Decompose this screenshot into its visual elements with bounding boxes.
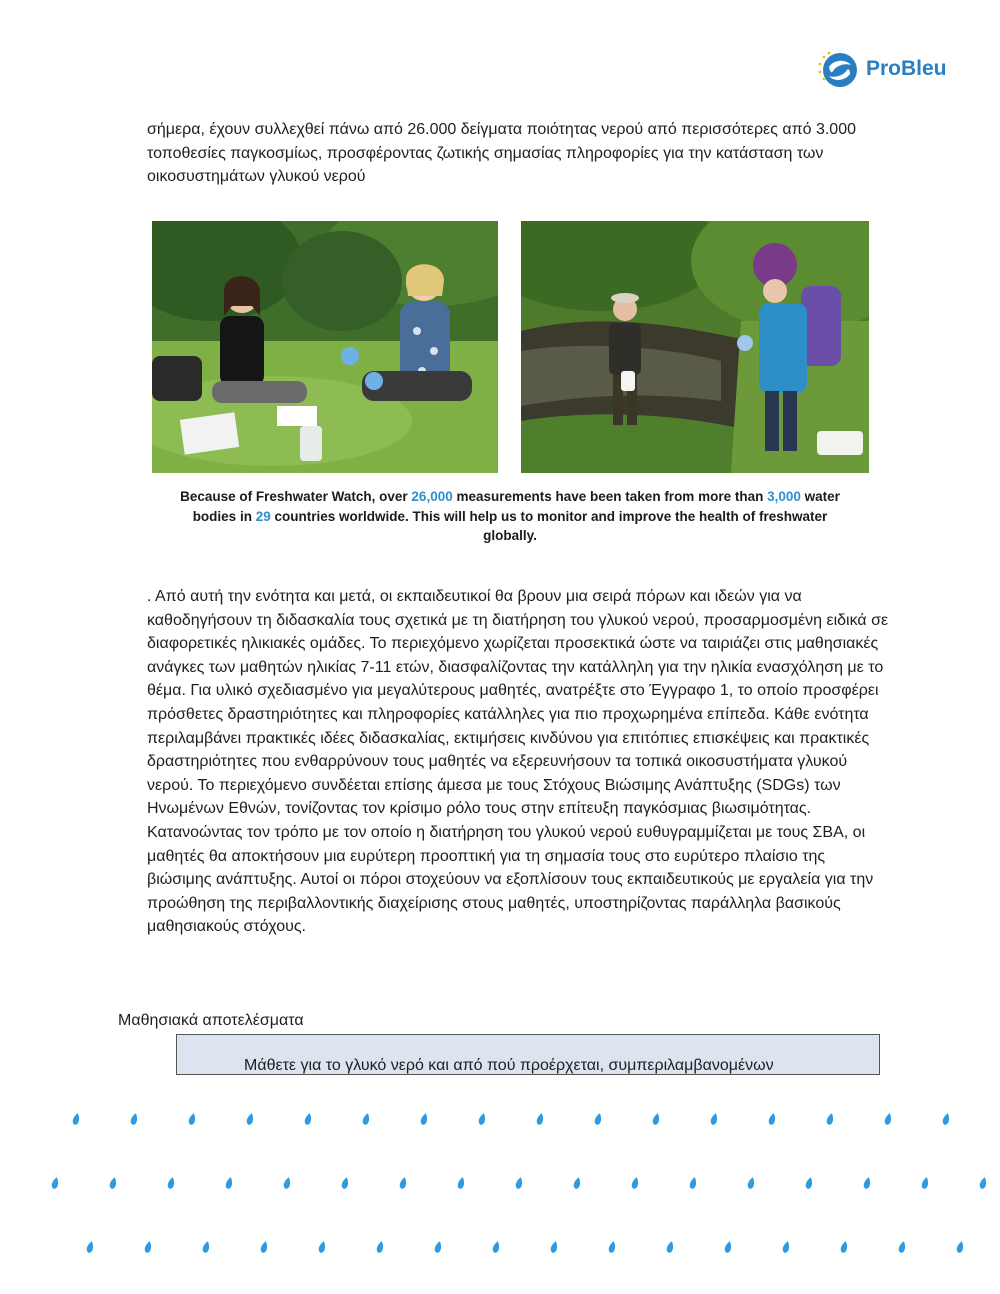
water-drop-icon <box>608 1240 617 1253</box>
water-drop-icon <box>86 1240 95 1253</box>
water-drop-icon <box>826 1112 835 1125</box>
learning-outcome-table-cell <box>176 1034 880 1075</box>
water-drop-icon <box>376 1240 385 1253</box>
photo-caption <box>170 487 850 546</box>
water-drop-icon <box>921 1176 930 1189</box>
water-drop-icon <box>457 1176 466 1189</box>
water-drop-icon <box>573 1176 582 1189</box>
caption-text: water bodies in <box>192 489 840 524</box>
water-drop-icon <box>130 1112 139 1125</box>
water-drop-pattern-icon <box>0 1100 1000 1270</box>
water-drop-icon <box>167 1176 176 1189</box>
caption-highlight-number: 29 <box>255 508 271 524</box>
water-drop-icon <box>689 1176 698 1189</box>
water-drop-icon <box>724 1240 733 1253</box>
section-title: Μαθησιακά αποτελέσματα <box>118 1012 304 1029</box>
water-drop-icon <box>109 1176 118 1189</box>
water-drop-icon <box>188 1112 197 1125</box>
caption-text: Because of Freshwater Watch, over <box>180 489 412 504</box>
water-drop-icon <box>225 1176 234 1189</box>
caption-highlight-number: 26,000 <box>411 489 453 504</box>
caption-text: countries worldwide. This will help us to monitor and improve the health of freshwater globally. <box>270 508 828 543</box>
caption-highlight-number: 3,000 <box>767 489 801 504</box>
learning-outcome-item: Μάθετε για το γλυκό νερό και από πού προέρχεται, συμπεριλαμβανομένων <box>244 1057 774 1074</box>
water-drop-icon <box>515 1176 524 1189</box>
water-drop-icon <box>631 1176 640 1189</box>
water-drop-icon <box>202 1240 211 1253</box>
water-drop-icon <box>979 1176 988 1189</box>
water-drop-icon <box>805 1176 814 1189</box>
water-drop-icon <box>420 1112 429 1125</box>
intro-paragraph: σήμερα, έχουν συλλεχθεί πάνω από 26.000 δείγματα ποιότητας νερού από περισσότερες από 3.000 τοποθεσίες παγκοσμίως, προσφέροντας ζωτικής σημασίας πληροφορίες για την κατάσταση των οικοσυστημάτων γλυκού νερού <box>147 121 856 185</box>
water-drop-icon <box>341 1176 350 1189</box>
water-drop-icon <box>318 1240 327 1253</box>
water-drop-icon <box>283 1176 292 1189</box>
water-drop-icon <box>51 1176 60 1189</box>
water-drop-icon <box>768 1112 777 1125</box>
water-drop-icon <box>72 1112 81 1125</box>
probleu-logo <box>816 47 966 91</box>
water-drop-icon <box>840 1240 849 1253</box>
water-drop-icon <box>652 1112 661 1125</box>
water-drop-icon <box>956 1240 965 1253</box>
logo-wordmark: ProBleu <box>866 57 947 80</box>
water-drop-icon <box>536 1112 545 1125</box>
water-drop-icon <box>246 1112 255 1125</box>
water-drop-icon <box>884 1112 893 1125</box>
water-drop-icon <box>144 1240 153 1253</box>
water-drop-icon <box>666 1240 675 1253</box>
water-drop-icon <box>747 1176 756 1189</box>
water-drop-icon <box>863 1176 872 1189</box>
water-drop-icon <box>594 1112 603 1125</box>
water-drop-icon <box>304 1112 313 1125</box>
water-drop-icon <box>478 1112 487 1125</box>
water-drop-icon <box>942 1112 951 1125</box>
water-drop-icon <box>550 1240 559 1253</box>
water-drop-icon <box>710 1112 719 1125</box>
photo-volunteers-testing-water-on-grass <box>152 221 498 473</box>
photo-people-sampling-water-at-stream <box>521 221 869 473</box>
water-drop-icon <box>492 1240 501 1253</box>
water-drop-icon <box>782 1240 791 1253</box>
water-drop-icon <box>434 1240 443 1253</box>
water-drop-icon <box>898 1240 907 1253</box>
body-paragraph: . Από αυτή την ενότητα και μετά, οι εκπαιδευτικοί θα βρουν μια σειρά πόρων και ιδεών για να καθοδηγήσουν τη διδασκαλία τους σχετικά με τη διατήρηση του γλυκού νερού, προσαρμοσμένη ειδικά σε διαφορετικές ηλικιακές ομάδες. Το περιεχόμενο χωρίζεται προσεκτικά ώστε να ταιριάζει στις μαθησιακές ανάγκες των μαθητών ηλικίας 7-11 ετών, διασφαλίζοντας την κατάλληλη για την ηλικία ενασχόληση με το θέμα. Για υλικό σχεδιασμένο για μεγαλύτερους μαθητές, ανατρέξτε στο Έγγραφο 1, το οποίο προσφέρει πρόσθετες δραστηριότητες και πληροφορίες κατάλληλες για πιο προχωρημένα επίπεδα. Κάθε ενότητα περιλαμβάνει πρακτικές ιδέες διδασκαλίας, εκτιμήσεις κινδύνου για επιτόπιες επισκέψεις και πρακτικές δραστηριότητες που ενθαρρύνουν τους μαθητές να εξερευνήσουν τα τοπικά οικοσυστήματα γλυκού νερού. Το περιεχόμενο συνδέεται επίσης άμεσα με τους Στόχους Βιώσιμης Ανάπτυξης (SDGs) των Ηνωμένων Εθνών, τονίζοντας τον κρίσιμο ρόλο τους στην επίτευξη παγκόσμιας βιωσιμότητας. Κατανοώντας τον τρόπο με τον οποίο η διατήρηση του γλυκού νερού ευθυγραμμίζεται με τους ΣΒΑ, οι μαθητές θα αποκτήσουν μια ευρύτερη προοπτική για τη σημασία τους στο ευρύτερο πλαίσιο της βιώσιμης ανάπτυξης. Αυτοί οι πόροι στοχεύουν να εξοπλίσουν τους εκπαιδευτικούς με εργαλεία για την προώθηση της περιβαλλοντικής διαχείρισης στους μαθητές, υποστηρίζοντας παράλληλα βασικούς μαθησιακούς στόχους. <box>147 588 889 936</box>
caption-text: measurements have been taken from more than <box>452 489 768 504</box>
probleu-globe-logo-icon <box>816 47 860 91</box>
water-drop-icon <box>362 1112 371 1125</box>
water-drop-icon <box>260 1240 269 1253</box>
water-drop-icon <box>399 1176 408 1189</box>
